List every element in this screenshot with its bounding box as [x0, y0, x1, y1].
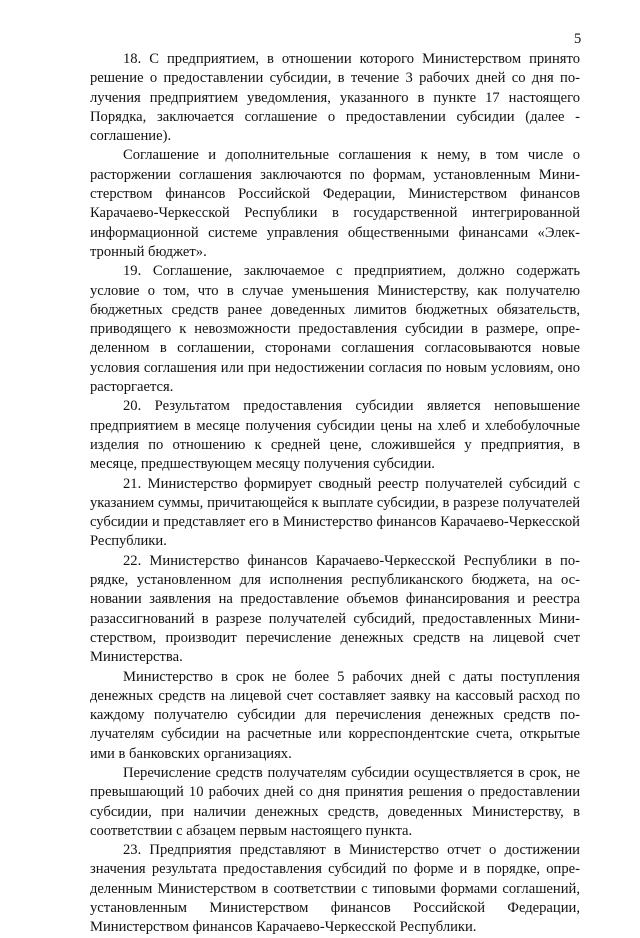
paragraph-21: 21. Министерство формирует сводный реестр получателей субсидий с указанием суммы, причитающейся к выплате субсидии, в разрезе получателей субсидии и представляет его в Министерство финансов Карачаево-Черкесской Республики.: [90, 475, 580, 550]
paragraph-18: 18. С предприятием, в отношении которого Министерством принято решение о предоставлении субсидии, в течение 3 рабочих дней со дня получения предприятием уведомления, указанного в пункте 17 настоящего Порядка, заключается соглашение о предоставлении субсидии (далее - соглашение).: [90, 51, 580, 145]
paragraph-transfer-term: Перечисление средств получателям субсидии осуществляется в срок, не превышающий 10 рабочих дней со дня принятия решения о предоставлении субсидии, при наличии денежных средств, доведенных Министерству, в соответствии с абзацем первым настоящего пункта.: [90, 764, 580, 839]
paragraph-cash-request: Министерство в срок не более 5 рабочих дней с даты поступления денежных средств на лицевой счет составляет заявку на кассовый расход по каждому получателю субсидии для перечисления денежных средств получателям субсидии на расчетные или корреспондентские счета, открытые ими в банковских организациях.: [90, 668, 580, 762]
paragraph-19: 19. Соглашение, заключаемое с предприятием, должно содержать условие о том, что в случае уменьшения Министерству, как получателю бюджетных средств ранее доведенных лимитов бюджетных обязательств, приводящего к невозможности предоставления субсидии в размере, определенном в соглашении, сторонами соглашения согласовываются новые условия соглашения или при недостижении согласия по новым условиям, оно расторгается.: [90, 263, 580, 396]
paragraph-20: 20. Результатом предоставления субсидии является неповышение предприятием в месяце получения субсидии цены на хлеб и хлебобулочные изделия по отношению к средней цене, сложившейся у предприятия, в месяце, предшествующем месяцу получения субсидии.: [90, 398, 580, 473]
paragraph-22: 22. Министерство финансов Карачаево-Черкесской Республики в порядке, установленном для исполнения республиканского бюджета, на основании заявления на предоставление объемов финансирования и реестра разассигнований в разрезе получателей субсидий, предоставленных Министерством, производит перечисление денежных средств на лицевой счет Министерства.: [90, 552, 580, 666]
document-body: [90, 50, 580, 938]
page-number: 5: [574, 31, 582, 47]
paragraph-agreement-forms: Соглашение и дополнительные соглашения к нему, в том числе о расторжении соглашения заключаются по формам, установленным Министерством финансов Российской Федерации, Министерством финансов Карачаево-Черкесской Республики в государственной интегрированной информационной системе управления общественными финансами «Электронный бюджет».: [90, 147, 580, 260]
paragraph-23: 23. Предприятия представляют в Министерство отчет о достижении значения результата предоставления субсидий по форме и в порядке, определенным Министерством в соответствии с типовыми формами соглашений, установленным Министерством финансов Российской Федерации, Министерством финансов Карачаево-Черкесской Республики.: [90, 842, 580, 936]
